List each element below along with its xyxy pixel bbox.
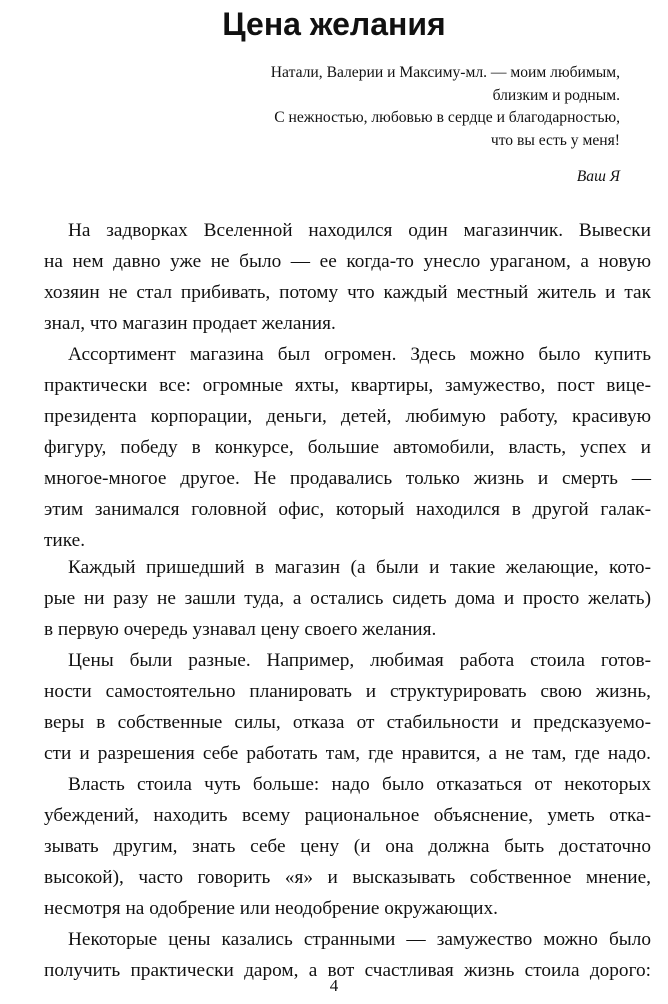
text-line: Ассортимент магазина был огромен. Здесь можно было купить	[68, 344, 651, 365]
text-line: На задворках Вселенной находился один магазинчик. Вывески	[68, 220, 651, 241]
text-line: сти и разрешения себе работать там, где нравится, а не там, где надо.	[44, 743, 651, 764]
text-line: получить практически даром, а вот счастливая жизнь стоила дорого:	[44, 960, 651, 981]
text-line: высокой), часто говорить «я» и высказывать собственное мнение,	[44, 867, 651, 888]
page-number: 4	[329, 976, 339, 995]
chapter-title: Цена желания	[222, 6, 446, 42]
paragraph	[44, 339, 651, 556]
text-line: тике.	[44, 530, 86, 551]
text-line: на нем давно уже не было — ее когда-то унесло ураганом, а новую	[44, 251, 651, 272]
text-line: этим занимался головной офис, который находился в другой галак-	[44, 499, 651, 520]
paragraph	[44, 215, 651, 339]
dedication	[160, 62, 620, 152]
text-line: фигуру, победу в конкурсе, большие автомобили, власть, успех и	[44, 437, 651, 458]
text-line: Цены были разные. Например, любимая работа стоила готов-	[68, 650, 651, 671]
dedication-line: близким и родным.	[492, 86, 620, 104]
text-line: зывать другим, знать себе цену (и она должна быть достаточно	[44, 836, 651, 857]
text-line: ности самостоятельно планировать и структурировать свою жизнь,	[44, 681, 651, 702]
dedication-signature: Ваш Я	[576, 168, 620, 185]
text-line: Власть стоила чуть больше: надо было отказаться от некоторых	[68, 774, 651, 795]
paragraph	[44, 769, 651, 924]
paragraph	[44, 552, 651, 645]
text-line: рые ни разу не зашли туда, а остались сидеть дома и просто желать)	[44, 588, 651, 609]
text-line: несмотря на одобрение или неодобрение окружающих.	[44, 898, 498, 919]
text-line: Каждый пришедший в магазин (а были и такие желающие, кото-	[68, 557, 651, 578]
dedication-line: Натали, Валерии и Максиму-мл. — моим любимым,	[270, 64, 620, 81]
text-line: в первую очередь узнавал цену своего желания.	[44, 619, 437, 640]
text-line: Некоторые цены казались странными — замужество можно было	[68, 929, 651, 950]
text-section-1	[44, 215, 651, 556]
text-section-2	[44, 552, 651, 986]
text-line: хозяин не стал прибивать, потому что каждый местный житель и так	[44, 282, 651, 303]
text-line: практически все: огромные яхты, квартиры, замужество, пост вице-	[44, 375, 651, 396]
text-line: президента корпорации, деньги, детей, любимую работу, красивую	[44, 406, 651, 427]
text-line: убеждений, находить всему рациональное объяснение, уметь отка-	[44, 805, 651, 826]
dedication-line: С нежностью, любовью в сердце и благодарностью,	[274, 109, 620, 127]
text-line: знал, что магазин продает желания.	[44, 313, 336, 334]
dedication-line: что вы есть у меня!	[490, 131, 620, 149]
paragraph	[44, 645, 651, 769]
text-line: веры в собственные силы, отказа от стабильности и предсказуемо-	[44, 712, 651, 733]
text-line: многое-многое другое. Не продавались только жизнь и смерть —	[44, 468, 651, 489]
